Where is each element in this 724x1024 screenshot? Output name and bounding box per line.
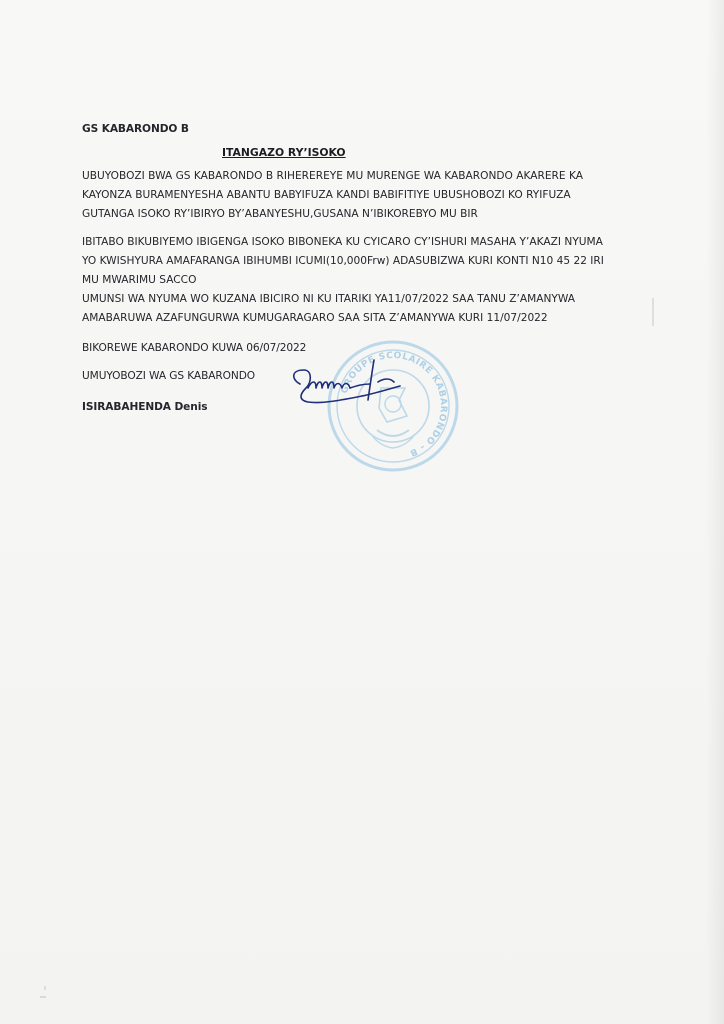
- paragraph-line: GUTANGA ISOKO RY’IBIRYO BY’ABANYESHU,GUSANA N’IBIKOREBYO MU BIR: [82, 208, 478, 220]
- paragraph-line: MU MWARIMU SACCO: [82, 274, 197, 286]
- document-title: ITANGAZO RY’ISOKO: [222, 146, 346, 159]
- scan-mark: [652, 298, 654, 326]
- page-edge-shadow: [706, 0, 724, 1024]
- paragraph-line: KAYONZA BURAMENYESHA ABANTU BABYIFUZA KANDI BABIFITIYE UBUSHOBOZI KO RYIFUZA: [82, 189, 571, 201]
- date-line: BIKOREWE KABARONDO KUWA 06/07/2022: [82, 342, 307, 354]
- signatory-title: UMUYOBOZI WA GS KABARONDO: [82, 370, 255, 382]
- paragraph-line: YO KWISHYURA AMAFARANGA IBIHUMBI ICUMI(10,000Frw) ADASUBIZWA KURI KONTI N10 45 22 IRI: [82, 255, 604, 267]
- paragraph-line: UMUNSI WA NYUMA WO KUZANA IBICIRO NI KU ITARIKI YA11/07/2022 SAA TANU Z’AMANYWA: [82, 293, 576, 305]
- seal-text: GROUPE SCOLAIRE KABARONDO - B: [339, 350, 449, 458]
- paragraph-announcement: [82, 167, 583, 224]
- scan-mark: [44, 986, 46, 990]
- paragraph-line: IBITABO BIKUBIYEMO IBIGENGA ISOKO BIBONEKA KU CYICARO CY’ISHURI MASAHA Y’AKAZI NYUMA: [82, 236, 603, 248]
- paragraph-line: UBUYOBOZI BWA GS KABARONDO B RIHEREREYE MU MURENGE WA KABARONDO AKARERE KA: [82, 170, 583, 182]
- paragraph-line: AMABARUWA AZAFUNGURWA KUMUGARAGARO SAA SITA Z’AMANYWA KURI 11/07/2022: [82, 312, 548, 324]
- signature-scribble: [282, 356, 412, 412]
- scan-mark: [40, 996, 46, 998]
- paragraph-deadline: [82, 290, 575, 328]
- school-header: GS KABARONDO B: [82, 123, 189, 135]
- signatory-name: ISIRABAHENDA Denis: [82, 401, 208, 413]
- paragraph-tender-documents: [82, 233, 604, 290]
